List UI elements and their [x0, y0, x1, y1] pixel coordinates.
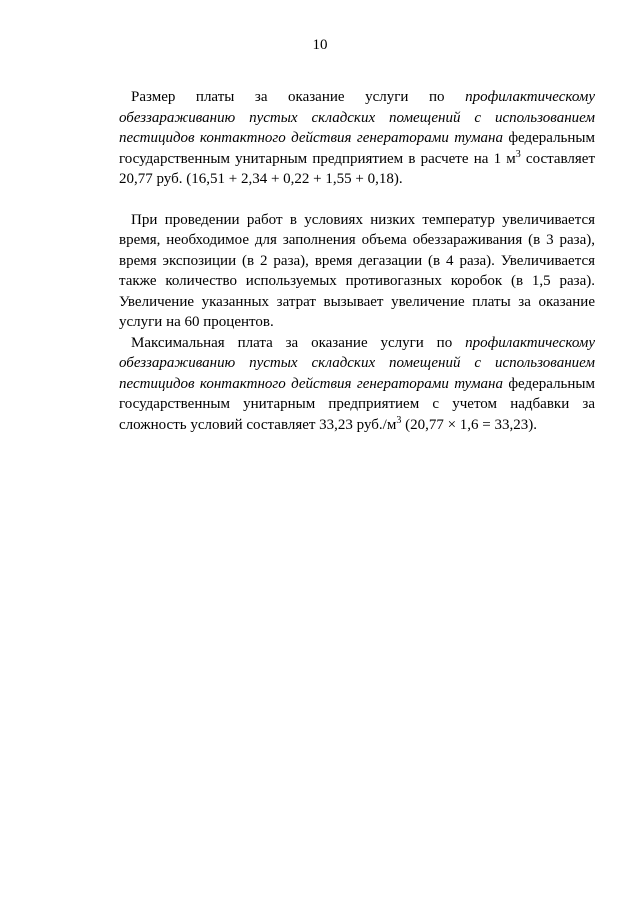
- page-number: 10: [312, 37, 328, 53]
- unit-exponent: 3: [396, 414, 402, 426]
- paragraph-low-temperature: При проведении работ в условиях низких температур увеличивается время, необходимое для заполнения объема обеззараживания (в 3 раза), время экспозиции (в 2 раза), время дегазации (в 4 раза). Увеличивается также количество используемых противогазных коробок (в 1,5 раза). Увеличение указанных затрат вызывает увеличение платы за оказание услуги на 60 процентов.: [119, 211, 595, 330]
- paragraph-maximum-fee-service-name: профилактическому обеззараживанию пустых складских помещений с использованием пестицидов контактного действия генераторами тумана: [119, 334, 595, 392]
- paragraph-maximum-fee: [119, 333, 595, 436]
- paragraph-maximum-fee-middle: федеральным государственным унитарным предприятием с учетом надбавки за сложность условий составляет 33,23 руб./м: [119, 375, 595, 433]
- paragraph-fee-size: [119, 87, 595, 190]
- paragraph-maximum-fee-tail: (20,77 × 1,6 = 33,23).: [401, 416, 538, 433]
- document-body: [119, 87, 595, 435]
- paragraph-maximum-fee-lead: Максимальная плата за оказание услуги по: [131, 334, 466, 351]
- paragraph-fee-size-service-name: профилактическому обеззараживанию пустых складских помещений с использованием пестицидов контактного действия генераторами тумана: [119, 89, 595, 146]
- paragraph-fee-size-middle: федеральным государственным унитарным предприятием в расчете на 1 м: [119, 130, 595, 167]
- unit-exponent: 3: [515, 148, 521, 160]
- paragraph-fee-size-lead: Размер платы за оказание услуги по: [131, 89, 466, 105]
- paragraph-fee-size-tail: составляет 20,77 руб. (16,51 + 2,34 + 0,22 + 1,55 + 0,18).: [119, 150, 595, 187]
